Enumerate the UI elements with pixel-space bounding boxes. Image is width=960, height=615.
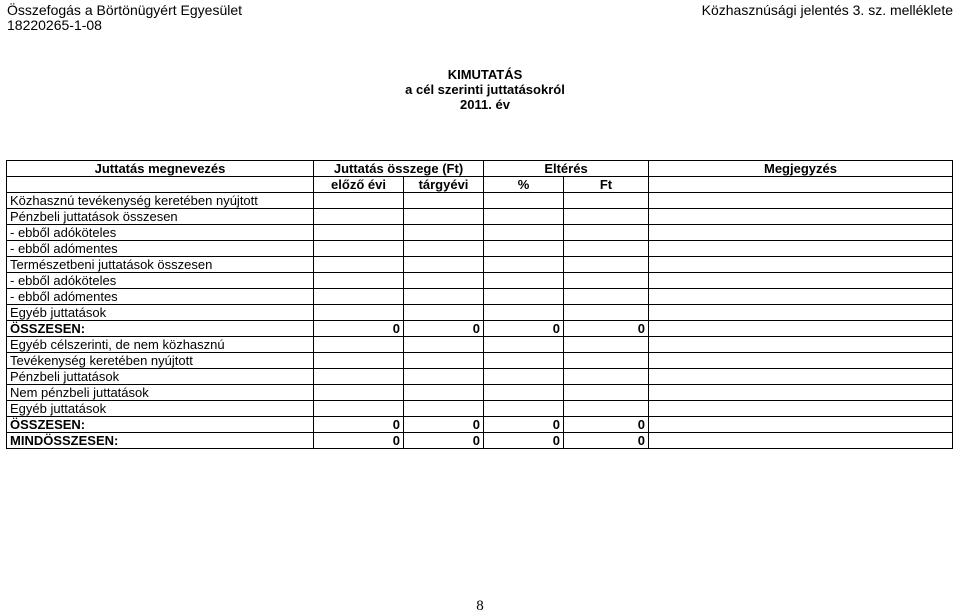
cell-pct — [484, 401, 564, 417]
table-row — [7, 353, 953, 369]
benefits-table — [6, 160, 953, 449]
cell-name: Tevékenység keretében nyújtott — [7, 353, 314, 369]
cell-ft — [564, 273, 649, 289]
cell-curr: 0 — [404, 321, 484, 337]
table-header-row-2 — [7, 177, 953, 193]
cell-curr — [404, 401, 484, 417]
cell-name: - ebből adóköteles — [7, 273, 314, 289]
table-body — [7, 193, 953, 449]
col-header-note: Megjegyzés — [649, 161, 953, 177]
cell-prev — [314, 257, 404, 273]
table-row — [7, 321, 953, 337]
cell-prev — [314, 193, 404, 209]
cell-ft — [564, 401, 649, 417]
cell-note — [649, 209, 953, 225]
cell-curr — [404, 225, 484, 241]
cell-name: Pénzbeli juttatások — [7, 369, 314, 385]
table-row — [7, 273, 953, 289]
cell-name: ÖSSZESEN: — [7, 417, 314, 433]
table-row — [7, 385, 953, 401]
cell-prev — [314, 401, 404, 417]
cell-curr — [404, 257, 484, 273]
cell-ft — [564, 193, 649, 209]
header-left — [7, 3, 242, 33]
cell-name: ÖSSZESEN: — [7, 321, 314, 337]
cell-prev — [314, 241, 404, 257]
cell-curr — [404, 273, 484, 289]
cell-ft: 0 — [564, 321, 649, 337]
table-row — [7, 401, 953, 417]
cell-pct — [484, 337, 564, 353]
table-header-row-1 — [7, 161, 953, 177]
org-id: 18220265-1-08 — [7, 17, 102, 33]
title-line-3: 2011. év — [460, 97, 510, 112]
cell-pct — [484, 305, 564, 321]
cell-ft — [564, 305, 649, 321]
table-row — [7, 209, 953, 225]
cell-curr: 0 — [404, 433, 484, 449]
cell-note — [649, 385, 953, 401]
cell-ft: 0 — [564, 433, 649, 449]
table-row — [7, 289, 953, 305]
report-reference: Közhasznúsági jelentés 3. sz. melléklete — [701, 2, 953, 18]
table-row — [7, 433, 953, 449]
cell-prev — [314, 305, 404, 321]
cell-name: Nem pénzbeli juttatások — [7, 385, 314, 401]
cell-note — [649, 193, 953, 209]
col-header-curr: tárgyévi — [404, 177, 484, 193]
cell-prev: 0 — [314, 417, 404, 433]
cell-prev: 0 — [314, 433, 404, 449]
cell-ft — [564, 225, 649, 241]
org-name: Összefogás a Börtönügyért Egyesület — [7, 2, 243, 18]
cell-prev: 0 — [314, 321, 404, 337]
cell-curr — [404, 241, 484, 257]
cell-pct: 0 — [484, 417, 564, 433]
cell-curr — [404, 305, 484, 321]
cell-name: - ebből adómentes — [7, 241, 314, 257]
cell-prev — [314, 337, 404, 353]
cell-curr — [404, 193, 484, 209]
cell-prev — [314, 369, 404, 385]
cell-pct — [484, 241, 564, 257]
cell-pct — [484, 289, 564, 305]
cell-note — [649, 433, 953, 449]
cell-note — [649, 257, 953, 273]
cell-curr — [404, 209, 484, 225]
page-number: 8 — [476, 598, 484, 614]
col-header-name-sub — [7, 177, 314, 193]
cell-name: Pénzbeli juttatások összesen — [7, 209, 314, 225]
title-line-2: a cél szerinti juttatásokról — [405, 82, 565, 97]
cell-ft — [564, 241, 649, 257]
cell-note — [649, 289, 953, 305]
cell-pct — [484, 353, 564, 369]
cell-name: Egyéb célszerinti, de nem közhasznú — [7, 337, 314, 353]
col-header-amount: Juttatás összege (Ft) — [314, 161, 484, 177]
cell-note — [649, 321, 953, 337]
col-header-note-sub — [649, 177, 953, 193]
cell-pct — [484, 209, 564, 225]
title-line-1: KIMUTATÁS — [447, 67, 523, 82]
cell-pct: 0 — [484, 433, 564, 449]
cell-prev — [314, 225, 404, 241]
cell-name: MINDÖSSZESEN: — [7, 433, 314, 449]
cell-note — [649, 273, 953, 289]
cell-pct: 0 — [484, 321, 564, 337]
table-row — [7, 417, 953, 433]
cell-name: Egyéb juttatások — [7, 305, 314, 321]
cell-ft — [564, 257, 649, 273]
cell-note — [649, 225, 953, 241]
cell-name: Egyéb juttatások — [7, 401, 314, 417]
cell-note — [649, 417, 953, 433]
cell-pct — [484, 193, 564, 209]
cell-note — [649, 337, 953, 353]
col-header-ft: Ft — [564, 177, 649, 193]
cell-pct — [484, 273, 564, 289]
table-row — [7, 257, 953, 273]
cell-name: - ebből adómentes — [7, 289, 314, 305]
table-row — [7, 369, 953, 385]
cell-curr: 0 — [404, 417, 484, 433]
cell-curr — [404, 369, 484, 385]
report-title — [0, 67, 960, 112]
cell-prev — [314, 385, 404, 401]
col-header-name: Juttatás megnevezés — [7, 161, 314, 177]
cell-ft — [564, 209, 649, 225]
cell-ft — [564, 337, 649, 353]
cell-prev — [314, 353, 404, 369]
cell-ft — [564, 353, 649, 369]
col-header-prev: előző évi — [314, 177, 404, 193]
table-row — [7, 225, 953, 241]
table-row — [7, 305, 953, 321]
cell-name: Természetbeni juttatások összesen — [7, 257, 314, 273]
cell-name: Közhasznú tevékenység keretében nyújtott — [7, 193, 314, 209]
cell-curr — [404, 385, 484, 401]
table-row — [7, 337, 953, 353]
cell-curr — [404, 353, 484, 369]
col-header-diff: Eltérés — [484, 161, 649, 177]
cell-curr — [404, 337, 484, 353]
col-header-pct: % — [484, 177, 564, 193]
cell-note — [649, 353, 953, 369]
cell-ft — [564, 289, 649, 305]
cell-note — [649, 369, 953, 385]
cell-prev — [314, 289, 404, 305]
table-row — [7, 193, 953, 209]
cell-pct — [484, 369, 564, 385]
table-row — [7, 241, 953, 257]
cell-note — [649, 401, 953, 417]
cell-prev — [314, 273, 404, 289]
cell-note — [649, 305, 953, 321]
cell-ft: 0 — [564, 417, 649, 433]
cell-ft — [564, 385, 649, 401]
cell-prev — [314, 209, 404, 225]
cell-ft — [564, 369, 649, 385]
cell-pct — [484, 225, 564, 241]
cell-curr — [404, 289, 484, 305]
cell-name: - ebből adóköteles — [7, 225, 314, 241]
cell-pct — [484, 385, 564, 401]
cell-pct — [484, 257, 564, 273]
cell-note — [649, 241, 953, 257]
